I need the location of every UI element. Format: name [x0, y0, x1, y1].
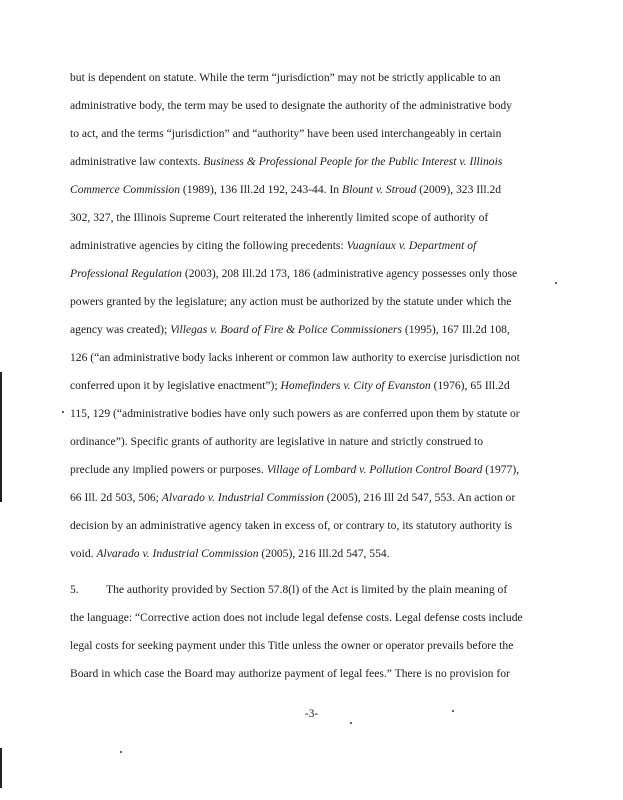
- text-run: (1976), 65 Ill.2d: [430, 379, 510, 392]
- scan-edge-mark: [0, 748, 2, 788]
- paragraph-5-line: legal costs for seeking payment under this Title unless the owner or operator prevails before the: [70, 639, 514, 652]
- text-run: (1989), 136 Ill.2d 192, 243-44. In: [180, 183, 343, 196]
- text-run: to act, and the terms “jurisdiction” and “authority” have been used interchangeably in certain: [70, 127, 502, 140]
- text-line: [70, 519, 540, 533]
- text-line: [70, 351, 540, 365]
- page-number: -3-: [304, 707, 319, 720]
- text-run: 115, 129 (“administrative bodies have only such powers as are conferred upon them by statute or: [70, 407, 520, 420]
- text-run: 66 Ill. 2d 503, 506;: [70, 491, 162, 504]
- text-line: [70, 239, 540, 253]
- text-run: 126 (“an administrative body lacks inherent or common law authority to exercise jurisdiction not: [70, 351, 520, 364]
- text-line: [70, 71, 540, 85]
- text-run: administrative law contexts.: [70, 155, 204, 168]
- case-citation: Homefinders v. City of Evanston: [280, 379, 431, 392]
- text-run: ordinance”). Specific grants of authority are legislative in nature and strictly construed to: [70, 435, 484, 448]
- case-citation: Blount v. Stroud: [342, 183, 417, 196]
- case-citation: Villegas v. Board of Fire & Police Commissioners: [170, 323, 402, 336]
- text-run: void.: [70, 547, 97, 560]
- scan-speck: [62, 411, 64, 413]
- text-run: administrative body, the term may be used to designate the authority of the administrative body: [70, 99, 512, 112]
- text-run: (2005), 216 Ill 2d 547, 553. An action or: [323, 491, 516, 504]
- case-citation: Commerce Commission: [70, 183, 181, 196]
- case-citation: Vuagniaux v. Department of: [346, 239, 477, 252]
- case-citation: Alvarado v. Industrial Commission: [161, 491, 324, 504]
- text-run: (2009), 323 Ill.2d: [416, 183, 502, 196]
- paragraph-5-line: the language: “Corrective action does not include legal defense costs. Legal defense costs include: [70, 611, 523, 624]
- text-line: [70, 267, 540, 281]
- text-run: decision by an administrative agency taken in excess of, or contrary to, its statutory authority is: [70, 519, 513, 532]
- case-citation: Village of Lombard v. Pollution Control Board: [266, 463, 483, 476]
- text-line: [70, 323, 540, 337]
- text-run: (2003), 208 Ill.2d 173, 186 (administrative agency possesses only those: [181, 267, 518, 280]
- text-run: (1977),: [482, 463, 520, 476]
- text-run: preclude any implied powers or purposes.: [70, 463, 267, 476]
- scan-speck: [350, 722, 352, 724]
- scan-speck: [555, 282, 557, 284]
- case-citation: Business & Professional People for the Public Interest v. Illinois: [203, 155, 503, 168]
- text-line: [70, 547, 540, 561]
- scan-edge-mark: [0, 372, 2, 502]
- paragraph-number: 5.: [70, 583, 79, 596]
- text-line: [70, 435, 540, 449]
- text-line: [70, 295, 540, 309]
- text-line: [70, 127, 540, 141]
- text-line: [70, 407, 540, 421]
- text-line: [70, 463, 540, 477]
- text-run: conferred upon it by legislative enactment”);: [70, 379, 281, 392]
- case-citation: Professional Regulation: [70, 267, 182, 280]
- paragraph-5-text: The authority provided by Section 57.8(l) of the Act is limited by the plain meaning of: [106, 583, 508, 596]
- text-run: (1995), 167 Ill.2d 108,: [401, 323, 510, 336]
- text-run: administrative agencies by citing the following precedents:: [70, 239, 347, 252]
- text-run: (2005), 216 Ill.2d 547, 554.: [258, 547, 390, 560]
- text-run: 302, 327, the Illinois Supreme Court reiterated the inherently limited scope of authority of: [70, 211, 489, 224]
- text-line: [70, 379, 540, 393]
- text-line: [70, 491, 540, 505]
- text-run: but is dependent on statute. While the term “jurisdiction” may not be strictly applicable to an: [70, 71, 501, 84]
- text-run: powers granted by the legislature; any action must be authorized by the statute under which the: [70, 295, 512, 308]
- text-line: [70, 211, 540, 225]
- scan-speck: [120, 751, 122, 753]
- text-line: [70, 99, 540, 113]
- paragraph-5-line: Board in which case the Board may authorize payment of legal fees.” There is no provision for: [70, 667, 510, 680]
- text-run: agency was created);: [70, 323, 171, 336]
- text-line: [70, 155, 540, 169]
- scan-speck: [452, 710, 454, 712]
- case-citation: Alvarado v. Industrial Commission: [96, 547, 259, 560]
- text-line: [70, 183, 540, 197]
